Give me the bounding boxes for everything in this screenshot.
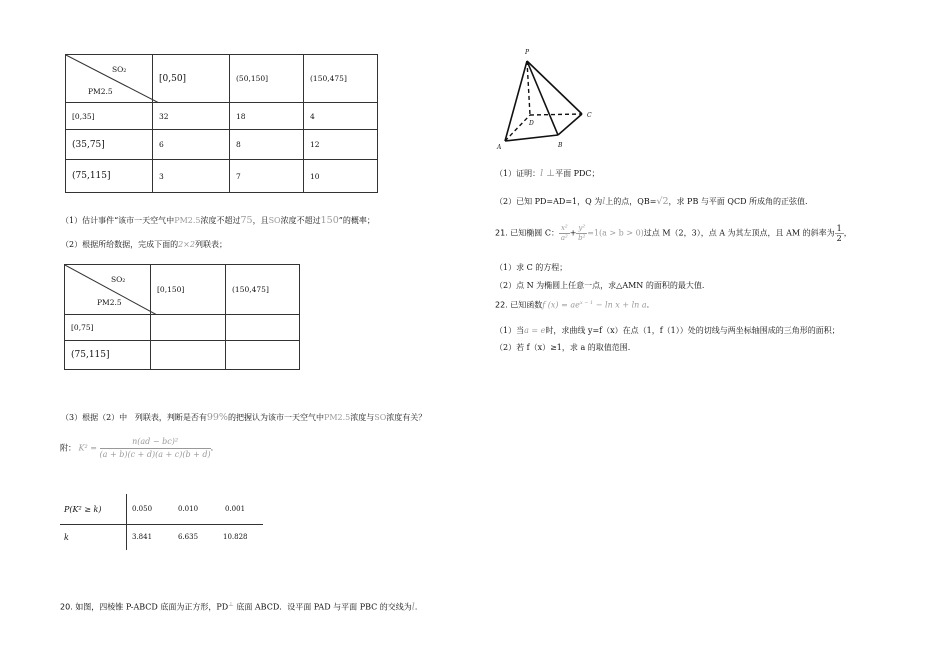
cell: 18 xyxy=(230,103,304,130)
row-label: [0,35] xyxy=(66,103,153,130)
contingency-table xyxy=(64,264,300,370)
row-label: (75,115] xyxy=(66,160,153,193)
k-value: 10.828 xyxy=(223,533,248,541)
k2-symbol: K² = xyxy=(78,443,97,453)
q21-mid: 过点 M（2，3），点 A 为其左顶点，且 AM 的斜率为 xyxy=(643,228,835,238)
perp-symbol: ⊥ xyxy=(228,601,234,608)
formula-end: . xyxy=(210,443,214,453)
header-lower: PM2.5 xyxy=(97,298,122,307)
q3-suffix: 浓度有关？ xyxy=(386,413,427,422)
critical-value-table xyxy=(60,494,263,550)
column-header: (50,150] xyxy=(230,55,304,103)
question-20 xyxy=(60,599,423,613)
empty-cell[interactable] xyxy=(151,315,226,341)
cell: 10 xyxy=(304,160,378,193)
q1-mid2: ，且 xyxy=(252,216,269,225)
empty-cell[interactable] xyxy=(151,341,226,370)
line-l-symbol: l xyxy=(411,601,415,613)
q1-mid3: 浓度不超过 xyxy=(280,216,321,225)
question-20-part-2 xyxy=(495,196,808,207)
question-21-part-2: （2）点 N 为椭圆上任意一点，求△AMN 的面积的最大值. xyxy=(495,281,705,290)
plus-sign: + xyxy=(569,228,577,238)
value-75: 75 xyxy=(240,215,253,226)
part-suffix: 时，求曲线 y=f（x）在点（1，f（1））处的切线与两坐标轴围成的三角形的面积； xyxy=(545,326,840,335)
question-22 xyxy=(495,298,649,311)
q20-text: 如图，四棱锥 P-ABCD 底面为正方形，PD xyxy=(72,602,229,612)
cell: 12 xyxy=(304,130,378,160)
question-2 xyxy=(61,239,227,250)
part-mid: 上的点，QB= xyxy=(605,197,657,206)
formula-fraction xyxy=(100,436,211,461)
so2-term: SO xyxy=(268,216,281,225)
q21-prefix: 已知椭圆 C： xyxy=(507,228,559,238)
cell: 8 xyxy=(230,130,304,160)
question-number: 21. xyxy=(495,228,508,238)
function-rest: − ln x + ln a xyxy=(593,300,647,310)
k-value: 3.841 xyxy=(132,533,153,541)
pm25-term: PM2.5 xyxy=(323,413,351,422)
table-row xyxy=(66,130,378,160)
pm25-term: PM2.5 xyxy=(174,216,201,225)
column-header: (150,475] xyxy=(304,55,378,103)
table-row xyxy=(66,160,378,193)
x-squared: x² xyxy=(560,224,568,232)
cell: 7 xyxy=(230,160,304,193)
column-header: [0,50] xyxy=(153,55,230,103)
cell: 6 xyxy=(153,130,230,160)
vertex-label: B xyxy=(558,142,563,149)
q1-suffix: ”的概率； xyxy=(338,216,375,225)
q20-text2: 底面 ABCD．设平面 PAD 与平面 PBC 的交线为 xyxy=(233,602,412,612)
row-label: (75,115] xyxy=(65,341,151,370)
header-upper: SO₂ xyxy=(111,275,126,284)
q2-suffix: 列联表； xyxy=(194,240,227,249)
so2-term: SO xyxy=(374,413,387,422)
q1-prefix: （1）估计事件“该市一天空气中 xyxy=(61,216,175,225)
q3-mid0: 列联表，判断是否有 xyxy=(134,413,207,422)
q1-mid1: 浓度不超过 xyxy=(200,216,241,225)
p-value: 0.010 xyxy=(178,505,199,513)
table1-diagonal-header xyxy=(66,55,153,103)
part-prefix: （1）当 xyxy=(495,326,525,335)
numerator: 1 xyxy=(836,224,842,233)
row-label: (35,75] xyxy=(66,130,153,160)
dims-2x2: 2×2 xyxy=(178,240,195,249)
probability-header: P(K² ≥ k) xyxy=(64,505,102,514)
formula-label: 附： xyxy=(60,443,76,453)
question-22-part-2: （2）若 f（x）≥1，求 a 的取值范围. xyxy=(495,343,631,352)
k-label: k xyxy=(64,533,69,542)
function-exponent: x − 1 xyxy=(579,300,594,306)
q20-end: ． xyxy=(414,602,423,612)
q2-text: （2）根据所给数据，完成下面的 xyxy=(61,240,179,249)
a-squared: a² xyxy=(560,234,568,242)
question-21-part-1: （1）求 C 的方程； xyxy=(495,263,568,272)
q3-mid2: 浓度与 xyxy=(350,413,375,422)
y-squared: y² xyxy=(578,224,586,232)
part-suffix: 平面 PDC； xyxy=(555,169,600,178)
k2-formula xyxy=(60,436,213,461)
vertex-label: A xyxy=(497,144,502,151)
percent-99: 99% xyxy=(206,412,228,423)
value-150: 150 xyxy=(320,215,339,226)
q22-end: . xyxy=(646,300,650,310)
empty-cell[interactable] xyxy=(226,315,300,341)
question-1 xyxy=(61,215,375,226)
vertex-label: P xyxy=(525,49,530,56)
formula-numerator: n(ad − bc)² xyxy=(100,436,211,449)
function-expression: f (x) = ae xyxy=(542,300,580,310)
header-upper: SO₂ xyxy=(112,65,127,74)
cell: 3 xyxy=(153,160,230,193)
header-lower: PM2.5 xyxy=(88,87,113,96)
slope-fraction xyxy=(835,224,844,243)
p-value: 0.001 xyxy=(225,505,246,513)
vertex-label: D xyxy=(529,120,534,127)
column-header: (150,475] xyxy=(226,265,300,315)
pyramid-figure xyxy=(495,45,605,155)
sqrt-2: √2 xyxy=(656,196,669,207)
part-text: （1）证明： xyxy=(495,169,541,178)
q21-end: ， xyxy=(843,228,852,238)
ellipse-condition: =1(a > b > 0) xyxy=(587,228,644,238)
ellipse-y-term xyxy=(576,224,587,243)
b-squared: b² xyxy=(578,234,586,242)
ellipse-x-term xyxy=(559,224,570,243)
column-header: [0,150] xyxy=(151,265,226,315)
table-row xyxy=(66,103,378,130)
empty-cell[interactable] xyxy=(226,341,300,370)
table-divider-vertical xyxy=(126,494,127,550)
line-l-symbol: l xyxy=(602,196,606,207)
k-value: 6.635 xyxy=(178,533,199,541)
cell: 32 xyxy=(153,103,230,130)
part-suffix: ，求 PB 与平面 QCD 所成角的正弦值. xyxy=(668,197,808,206)
formula-denominator: (a + b)(c + d)(a + c)(b + d) xyxy=(99,450,211,459)
q3-mid1: 的把握认为该市一天空气中 xyxy=(227,413,324,422)
part-text: （2）已知 PD=AD=1，Q 为 xyxy=(495,197,603,206)
question-number: 22. xyxy=(495,300,508,310)
q22-prefix: 已知函数 xyxy=(507,300,543,310)
question-21 xyxy=(495,224,852,243)
question-22-part-1 xyxy=(495,325,840,336)
data-table-1 xyxy=(65,54,378,193)
q3-prefix: （3）根据（2）中 xyxy=(61,413,128,422)
l-perp-symbol: l ⊥ xyxy=(540,168,556,179)
p-value: 0.050 xyxy=(132,505,153,513)
question-20-part-1 xyxy=(495,168,600,179)
a-equals-e: a = e xyxy=(524,326,546,335)
question-number: 20. xyxy=(60,602,73,612)
row-label: [0,75] xyxy=(65,315,151,341)
table-divider-horizontal xyxy=(60,524,263,525)
diagonal-line xyxy=(65,265,157,315)
vertex-label: C xyxy=(587,112,592,119)
cell: 4 xyxy=(304,103,378,130)
table-row xyxy=(65,315,300,341)
question-3 xyxy=(61,412,426,423)
denominator: 2 xyxy=(836,234,842,243)
table-row xyxy=(65,341,300,370)
table2-diagonal-header xyxy=(65,265,151,315)
